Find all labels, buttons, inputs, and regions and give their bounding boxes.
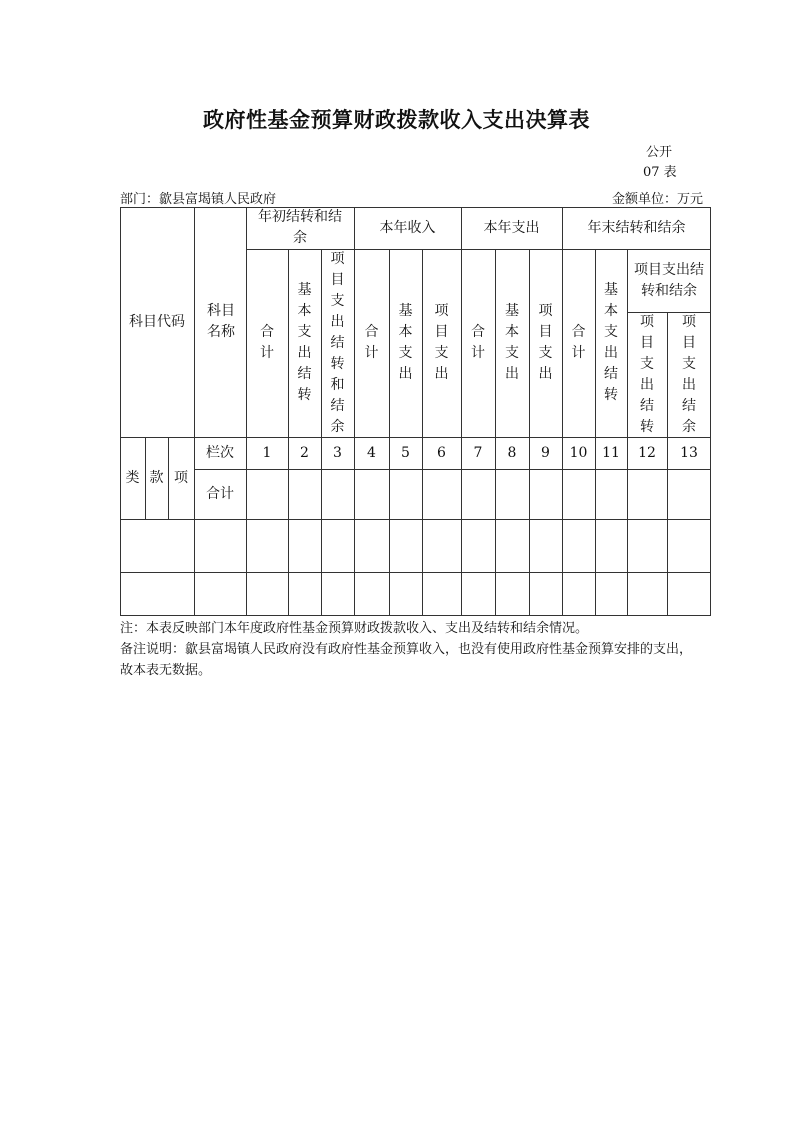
header-end-balance: 年末结转和结余: [587, 219, 686, 236]
notes: [120, 618, 720, 681]
header-expense-project: 项目支出: [538, 303, 553, 382]
table-note: 注：本表反映部门本年度政府性基金预算财政拨款收入、支出及结转和结余情况。: [120, 621, 589, 636]
header-expense-total: 合计: [471, 324, 485, 361]
column-number: 4: [367, 444, 376, 461]
amount-unit-label: 金额单位：万元: [612, 192, 704, 207]
column-number: 3: [333, 444, 342, 461]
remark-line-1: 备注说明：歙县富堨镇人民政府没有政府性基金预算收入，也没有使用政府性基金预算安排的支出，: [120, 642, 693, 657]
row-label-total: 合计: [206, 485, 234, 502]
column-number: 5: [401, 444, 410, 461]
header-end-project-balance-col: 项目支出结余: [682, 313, 696, 435]
header-subject-name: 科目名称: [207, 303, 235, 340]
header-subject-code: 科目代码: [129, 313, 185, 330]
department-label: 部门：歙县富堨镇人民政府: [120, 192, 277, 207]
header-begin-project-carry-balance: 项目支出结转和结余: [330, 250, 345, 435]
column-number: 10: [569, 444, 588, 461]
table-number: 07 表: [643, 165, 677, 180]
header-begin-basic-carry: 基本支出结转: [297, 282, 312, 403]
header-income-basic: 基本支出: [398, 303, 413, 382]
header-income-project: 项目支出: [434, 303, 449, 382]
column-number: 7: [473, 444, 483, 461]
column-number: 8: [507, 444, 517, 461]
header-current-income: 本年收入: [379, 219, 436, 236]
code-part-item: 项: [174, 469, 188, 486]
code-part-category: 类: [125, 469, 140, 486]
code-part-section: 款: [149, 469, 164, 486]
header-end-basic-carry: 基本支出结转: [604, 282, 618, 403]
column-number: 6: [437, 444, 446, 461]
header-current-expense: 本年支出: [483, 219, 540, 236]
header-end-project-balance: 项目支出结转和结余: [634, 261, 704, 299]
column-number: 1: [262, 444, 272, 461]
header-begin-balance: 年初结转和结余: [258, 209, 342, 246]
page-title: 政府性基金预算财政拨款收入支出决算表: [203, 108, 590, 132]
header-begin-total: 合计: [260, 324, 274, 361]
column-number: 12: [638, 444, 656, 461]
header-end-project-carry: 项目支出结转: [640, 313, 654, 435]
row-label-column-no: 栏次: [206, 444, 234, 461]
header-end-total: 合计: [571, 324, 586, 361]
column-number: 2: [300, 444, 309, 461]
public-label: 公开: [646, 145, 673, 160]
column-number: 9: [541, 444, 550, 461]
header-income-total: 合计: [364, 324, 379, 361]
remark-line-2: 故本表无数据。: [120, 663, 212, 678]
column-number: 11: [602, 444, 620, 461]
header-expense-basic: 基本支出: [505, 303, 519, 382]
column-number: 13: [680, 444, 698, 461]
